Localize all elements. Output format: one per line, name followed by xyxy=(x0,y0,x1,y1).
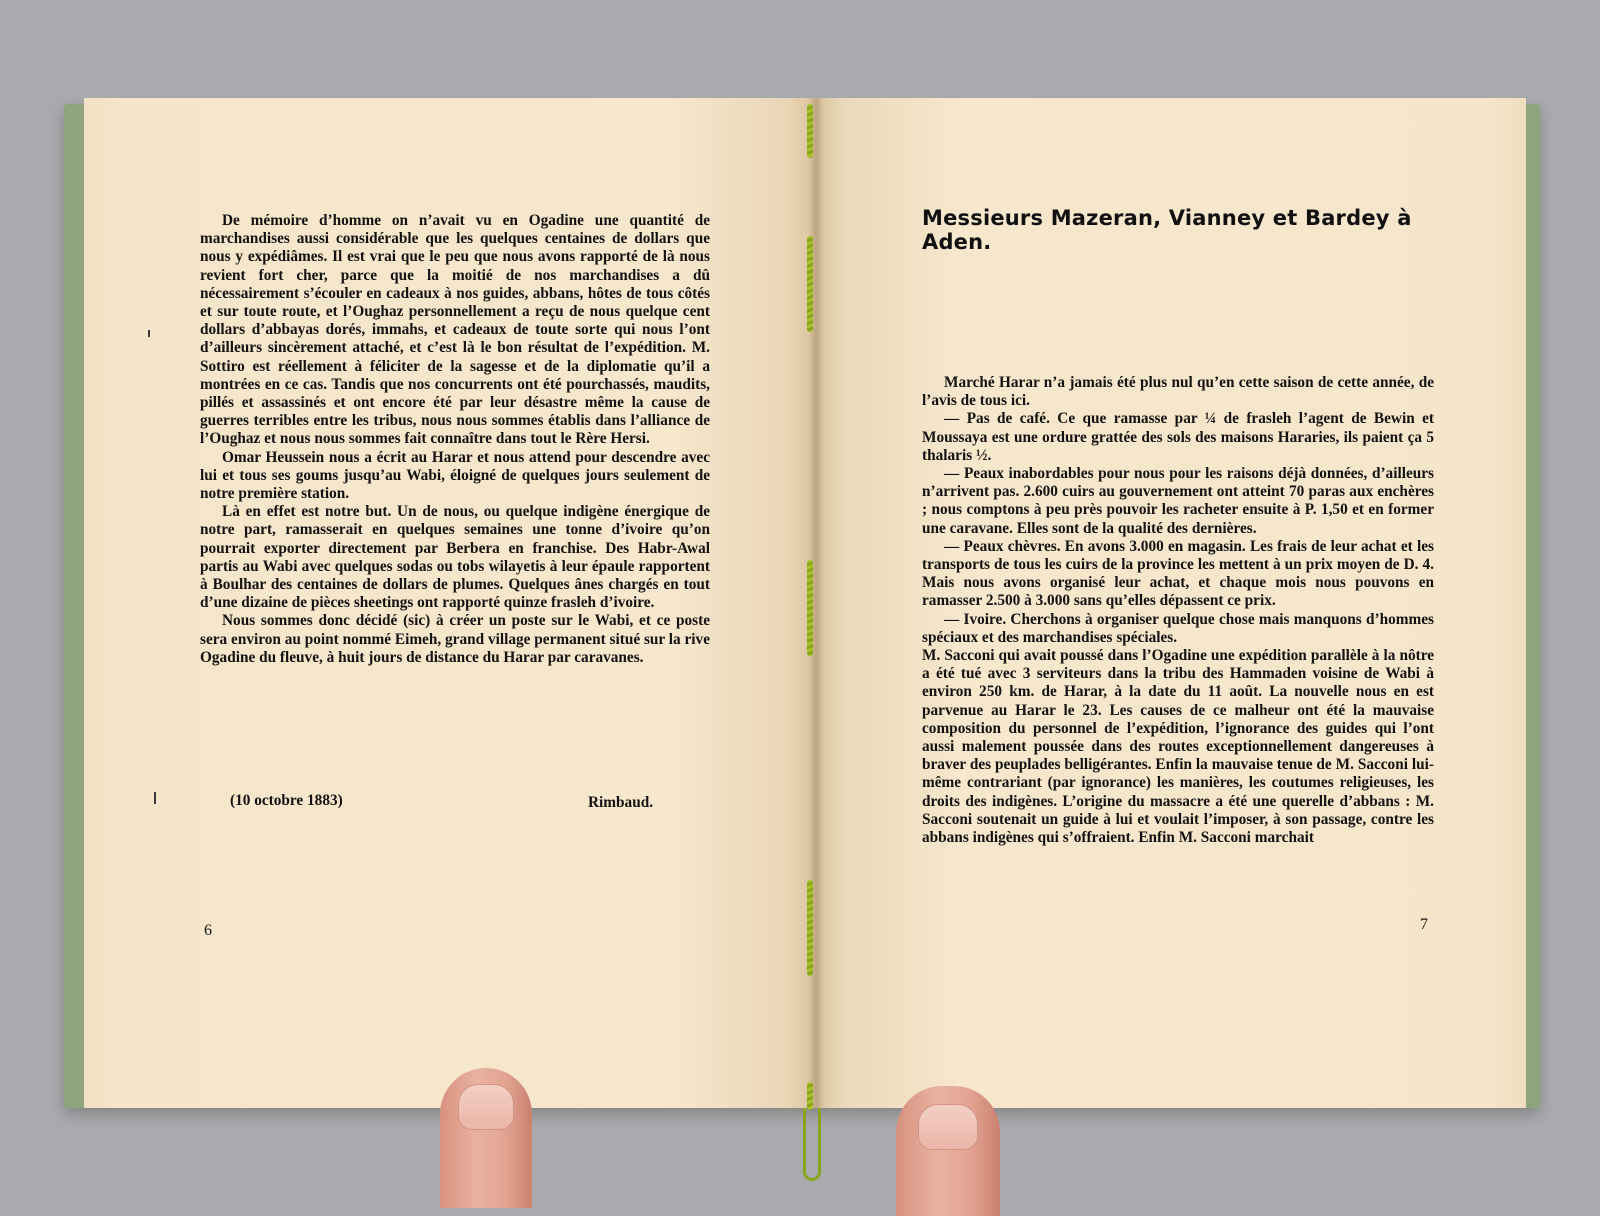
binding-thread-stitch xyxy=(807,236,813,332)
binding-thread-stitch xyxy=(807,880,813,976)
paragraph: — Peaux chèvres. En avons 3.000 en magasin. Les frais de leur achat et les transports de tous les cuirs de la province les mettent à un prix moyen de D. 4. Mais nous avons organisé leur achat, et chaque mois nous pouvons en ramasser 2.500 à 3.000 sans qu’elles dépassent ce prix. xyxy=(922,537,1434,610)
paragraph: Nous sommes donc décidé (sic) à créer un poste sur le Wabi, et ce poste sera environ au point nommé Eimeh, grand village permanent situé sur la rive Ogadine du fleuve, à huit jours de distance du Harar par caravanes. xyxy=(200,612,710,666)
binding-thread-stitch xyxy=(807,104,813,158)
paragraph: Omar Heussein nous a écrit au Harar et nous attend pour descendre avec lui et tous ses goums jusqu’au Wabi, éloigné de quelques jours seulement de notre première station. xyxy=(200,448,710,503)
paragraph: M. Sacconi qui avait poussé dans l’Ogadine une expédition parallèle à la nôtre a été tué avec 3 serviteurs dans la tribu des Hammaden voisine de Wabi à environ 250 km. de Harar, à la date du 11 août. La nouvelle nous en est parvenue au Harar le 23. Les causes de ce malheur ont été la mauvaise composition du personnel de l’expédition, l’ignorance des guides qui l’ont aussi malement poussée dans des routes exceptionnellement dangereuses à braver des peuplades belligérantes. Enfin la mauvaise tenue de M. Sacconi lui-même contrariant (par ignorance) les manières, les coutumes religieuses, les droits des indigènes. L’origine du massacre a été une querelle d’abbans : M. Sacconi soutenait un guide à lui et voulait l’imposer, à son passage, contre les abbans indigènes qui s’offraient. Enfin M. Sacconi marchait xyxy=(922,647,1434,847)
binding-thread-tail xyxy=(803,1108,821,1181)
binding-thread-stitch xyxy=(807,560,813,656)
page-mark xyxy=(148,330,150,337)
right-page-body xyxy=(922,374,1434,847)
letter-date: (10 octobre 1883) xyxy=(230,792,343,809)
letter-heading: Messieurs Mazeran, Vianney et Bardey à Aden. xyxy=(922,206,1412,254)
left-thumb xyxy=(440,1068,532,1208)
paragraph: — Ivoire. Cherchons à organiser quelque chose mais manquons d’hommes spéciaux et des marchandises spéciales. xyxy=(922,610,1434,646)
page-number-right: 7 xyxy=(1420,916,1428,933)
paragraph: — Pas de café. Ce que ramasse par ¼ de frasleh l’agent de Bewin et Moussaya est une ordure grattée des sols des maisons Hararies, ils paient ça 5 thalaris ½. xyxy=(922,410,1434,464)
paragraph: De mémoire d’homme on n’avait vu en Ogadine une quantité de marchandises aussi considérable que les quelques centaines de dollars que nous y expédiâmes. Il est vrai que le peu que nous avons rapporté de là nous revient fort cher, parce que la moitié de nos marchandises a dû nécessairement s’écouler en cadeaux à nos guides, abbans, hôtes de tous côtés et sur toute route, et l’Oughaz personnellement a reçu de nous quelque cent dollars d’abbayas dorés, immahs, et cadeaux de toute sorte qui nous l’ont d’ailleurs sincèrement attaché, et c’est là le bon résultat de l’expédition. M. Sottiro est réellement à féliciter de la sagesse et de la diplomatie qu’il a montrées en ce cas. Tandis que nos concurrents ont été pourchassés, maudits, pillés et assassinés et ont encore été par leur désastre même la cause de guerres terribles entre les tribus, nous nous sommes établis dans l’alliance de l’Oughaz et nous nous sommes fait connaître dans tout le Rère Hersi. xyxy=(200,212,710,448)
left-page-body xyxy=(200,212,710,667)
page-number-left: 6 xyxy=(204,922,212,939)
paragraph: Là en effet est notre but. Un de nous, ou quelque indigène énergique de notre part, ramasserait en quelques semaines une tonne d’ivoire qu’on pourrait exporter directement par Berbera en franchise. Des Habr-Awal partis au Wabi avec quelques sodas ou tobs wilayetis à leur épaule rapportent à Boulhar des centaines de dollars de plumes. Quelques ânes chargés en tout d’une dizaine de pièces sheetings ont rapporté quinze frasleh d’ivoire. xyxy=(200,503,710,612)
right-thumb xyxy=(896,1086,1000,1216)
page-mark xyxy=(154,792,156,804)
paragraph: Marché Harar n’a jamais été plus nul qu’en cette saison de cette année, de l’avis de tous ici. xyxy=(922,374,1434,410)
binding-thread-stitch xyxy=(807,1082,813,1110)
thumbnail xyxy=(458,1084,514,1130)
letter-signature: Rimbaud. xyxy=(588,794,654,811)
paragraph: — Peaux inabordables pour nous pour les raisons déjà données, d’ailleurs n’arrivent pas. 2.600 cuirs au gouvernement ont atteint 70 paras aux enchères ; nous comptons à peu près pouvoir les racheter ensuite à P. 1,50 et en former une caravane. Elles sont de la qualité des dernières. xyxy=(922,465,1434,537)
thumbnail xyxy=(918,1104,978,1150)
